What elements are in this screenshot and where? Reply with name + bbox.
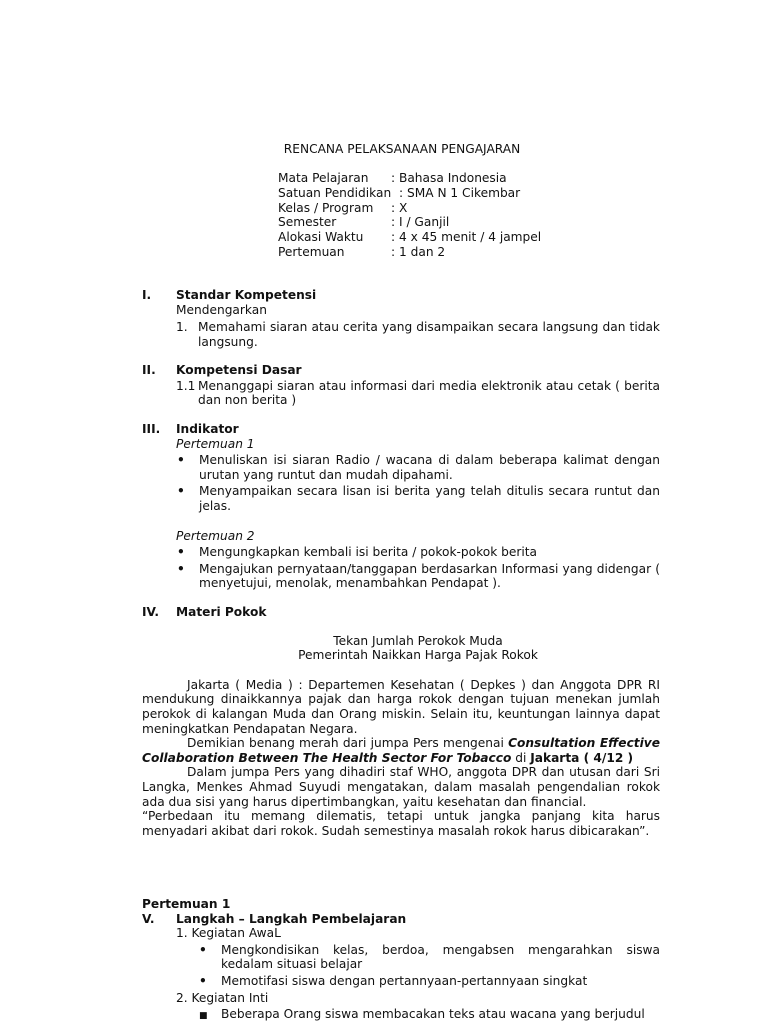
article-subheadline: Pemerintah Naikkan Harga Pajak Rokok <box>298 648 538 663</box>
section-heading: Materi Pokok <box>176 605 267 619</box>
meta-row: Kelas / Program : X <box>278 200 408 215</box>
document-title: RENCANA PELAKSANAAN PENGAJARAN <box>283 142 521 156</box>
list-item: • Mengkondisikan kelas, berdoa, mengabsen mengarahkan siswa kedalam situasi belajar <box>199 942 660 972</box>
meta-block <box>278 171 541 260</box>
article-paragraph: Jakarta ( Media ) : Departemen Kesehatan ( Depkes ) dan Anggota DPR RI mendukung dinaikkannya pajak dan harga rokok dengan tujuan menekan jumlah perokok di kalangan Muda dan Orang miskin. Selain itu, keuntungan lainnya dapat meningkatkan Pendapatan Negara. <box>142 677 660 736</box>
meta-row: Semester : I / Ganjil <box>278 215 450 230</box>
section-standar-kompetensi: I. Standar Kompetensi Mendengarkan 1. Memahami siaran atau cerita yang disampaikan secara langsung dan tidak langsung. <box>142 288 660 349</box>
section-indikator: III. Indikator Pertemuan 1 • Menuliskan isi siaran Radio / wacana di dalam beberapa kalimat dengan urutan yang runtut dan mudah dipahami. • Menyampaikan secara lisan isi berita yang telah ditulis secara runtut dan jelas. Pertemuan 2 • Mengungkapkan kembali isi berita / pokok-pokok berita • Mengajukan pernyataan/tanggapan berdasarkan Informasi yang didengar ( menyetujui, menolak, menambahkan Pendapat ). <box>142 422 660 591</box>
section-heading: Kompetensi Dasar <box>176 363 302 377</box>
list-item: • Menuliskan isi siaran Radio / wacana di dalam beberapa kalimat dengan urutan yang runtut dan mudah dipahami. <box>177 453 660 482</box>
kegiatan-label: 1. Kegiatan AwaL <box>176 926 281 941</box>
list-item: • Mengajukan pernyataan/tanggapan berdasarkan Informasi yang didengar ( menyetujui, menolak, menambahkan Pendapat ). <box>177 561 660 591</box>
meta-row: Satuan Pendidikan : SMA N 1 Cikembar <box>278 185 521 200</box>
meta-row: Alokasi Waktu : 4 x 45 menit / 4 jampel <box>278 230 542 245</box>
article-paragraph: Demikian benang merah dari jumpa Pers mengenai Consultation Effective Collaboration Between The Health Sector For Tobacco di Jakarta ( 4/12 ) <box>142 736 661 765</box>
list-item: • Mengungkapkan kembali isi berita / pokok-pokok berita <box>177 545 537 560</box>
list-item: • Menyampaikan secara lisan isi berita yang telah ditulis secara runtut dan jelas. <box>177 484 660 513</box>
section-heading: Langkah – Langkah Pembelajaran <box>176 911 407 926</box>
list-item: ■ Beberapa Orang siswa membacakan teks atau wacana yang berjudul <box>199 1007 645 1022</box>
list-item: 1. Memahami siaran atau cerita yang disampaikan secara langsung dan tidak langsung. <box>176 320 660 349</box>
pertemuan-label: Pertemuan 1 <box>142 897 231 911</box>
section-heading: Indikator <box>176 422 239 436</box>
article-quote: “Perbedaan itu memang dilematis, tetapi untuk jangka panjang kita harus menyadari akibat dari rokok. Sudah semestinya masalah rokok harus dibicarakan”. <box>142 809 660 838</box>
meta-row: Mata Pelajaran : Bahasa Indonesia <box>278 171 507 185</box>
section-kompetensi-dasar: II. Kompetensi Dasar 1.1 Menanggapi siaran atau informasi dari media elektronik atau cetak ( berita dan non berita ) <box>142 363 660 408</box>
section-langkah-pembelajaran: Pertemuan 1 V. Langkah – Langkah Pembelajaran 1. Kegiatan AwaL • Mengkondisikan kelas, berdoa, mengabsen mengarahkan siswa kedalam situasi belajar • Memotifasi siswa dengan pertannyaan-pertannyaan singkat 2. Kegiatan Inti ■ Beberapa Orang siswa membacakan teks atau wacana yang berjudul <box>142 897 660 1024</box>
section-heading: Standar Kompetensi <box>176 288 317 302</box>
pertemuan-label: Pertemuan 2 <box>176 528 255 543</box>
section-subheading: Mendengarkan <box>176 302 267 317</box>
section-materi-pokok: IV. Materi Pokok Tekan Jumlah Perokok Muda Pemerintah Naikkan Harga Pajak Rokok Jakarta ( Media ) : Departemen Kesehatan ( Depkes ) dan Anggota DPR RI mendukung dinaikkannya pajak dan harga rokok dengan tujuan menekan jumlah perokok di kalangan Muda dan Orang miskin. Selain itu, keuntungan lainnya dapat meningkatkan Pendapatan Negara. Demikian benang merah dari jumpa Pers mengenai Consultation Effective Collaboration Between The Health Sector For Tobacco di Jakarta ( 4/12 ) Dalam jumpa Pers yang dihadiri staf WHO, anggota DPR dan utusan dari Sri Langka, Menkes Ahmad Suyudi mengatakan, dalam masalah pengendalian rokok ada dua sisi yang harus dipertimbangkan, yaitu kesehatan dan financial. “Perbedaan itu memang dilematis, tetapi untuk jangka panjang kita harus menyadari akibat dari rokok. Sudah semestinya masalah rokok harus dibicarakan”. <box>142 605 661 838</box>
article-paragraph: Dalam jumpa Pers yang dihadiri staf WHO, anggota DPR dan utusan dari Sri Langka, Menkes Ahmad Suyudi mengatakan, dalam masalah pengendalian rokok ada dua sisi yang harus dipertimbangkan, yaitu kesehatan dan financial. <box>142 765 660 809</box>
list-item: • Memotifasi siswa dengan pertannyaan-pertannyaan singkat <box>199 973 588 988</box>
kegiatan-label: 2. Kegiatan Inti <box>176 990 269 1005</box>
meta-row: Pertemuan : 1 dan 2 <box>278 244 446 259</box>
pertemuan-label: Pertemuan 1 <box>176 436 255 451</box>
article-headline: Tekan Jumlah Perokok Muda <box>333 633 503 648</box>
list-item: 1.1 Menanggapi siaran atau informasi dari media elektronik atau cetak ( berita dan non berita ) <box>176 378 660 408</box>
